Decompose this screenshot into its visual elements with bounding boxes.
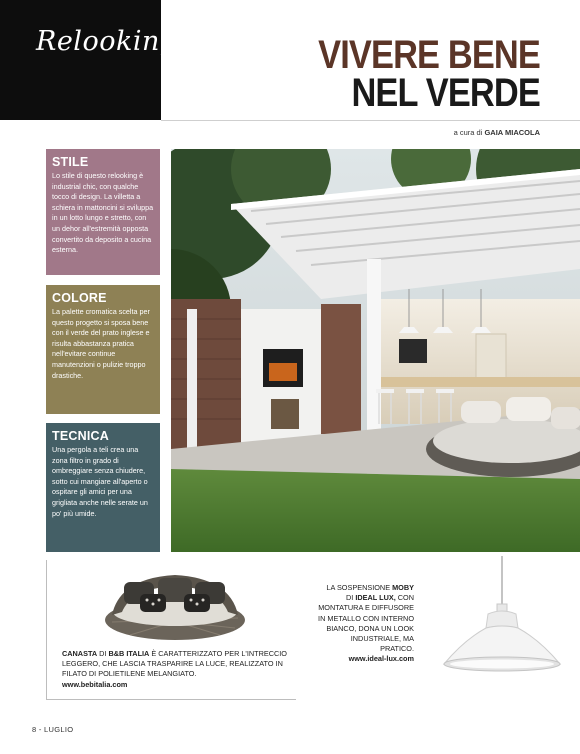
lamp-lead: LA SOSPENSIONE [326,583,391,592]
sofa-description: È CARATTERIZZATO PER L'INTRECCIO LEGGERO, CHE LASCIA TRASPARIRE LA LUCE, REALIZZATO IN FILATO DI POLIETILENE MELANGIATO. [62,649,287,679]
lamp-description: CON MONTATURA E DIFFUSORE IN METALLO CON INTERNO BIANCO, DONA UN LOOK INDUSTRIALE, MA PRATICO. [318,593,414,654]
byline-author: GAIA MIACOLA [484,128,540,137]
title-line-2: NEL VERDE [351,71,540,115]
sofa-url-link[interactable]: www.bebitalia.com [62,679,128,689]
sofa-brand: B&B ITALIA [108,649,150,658]
product-divider-horizontal [46,699,296,700]
sofa-product-image [100,560,250,645]
colore-box [46,285,160,414]
byline-prefix: a cura di [453,128,483,137]
lamp-brand: IDEAL LUX, [355,593,396,603]
lamp-joiner: DI [345,593,354,603]
section-tab [0,0,178,120]
daybed-icon [100,560,250,645]
stile-title: STILE [52,155,89,169]
page-footer: 8 - LUGLIO [32,725,74,734]
page-title [282,33,540,115]
stile-box [46,149,160,275]
main-photo [171,149,580,552]
colore-text: La palette cromatica scelta per questo progetto si sposa bene con il verde del prato inglese e risulta abbastanza pratica nell'evitare continue manutenzioni o pulizie troppo drastiche. [52,307,150,380]
stile-text: Lo stile di questo relooking è industrial chic, con qualche tocco di design. La villetta a schiera in mattoncini si sviluppa in un lotto lungo e stretto, con un dehor all'estremità opposta convertito da deposito a cucina esterna. [52,171,154,255]
header-rule [161,120,580,121]
sofa-product-name: CANASTA [62,649,98,658]
section-label: Relooking [36,26,178,57]
tecnica-text: Una pergola a teli crea una zona filtro in grado di ombreggiare senza chiudere, sotto cui mangiare all'aperto o ospitare gli amici per una grigliata anche nelle serate un po' più umide. [52,445,148,518]
lamp-url-link[interactable]: www.ideal-lux.com [348,654,414,664]
sofa-joiner: DI [99,649,107,658]
tecnica-box [46,423,160,552]
pendant-lamp-icon [440,556,570,681]
title-line-1: VIVERE BENE [318,33,540,77]
lamp-caption [318,583,414,665]
outdoor-kitchen-illustration [171,149,580,552]
lamp-product-name: MOBY [392,583,414,592]
sofa-caption [62,649,294,690]
product-divider-vertical [46,560,47,700]
tecnica-title: TECNICA [52,429,109,443]
colore-title: COLORE [52,291,107,305]
byline [454,128,540,137]
lamp-product-image [440,556,570,681]
